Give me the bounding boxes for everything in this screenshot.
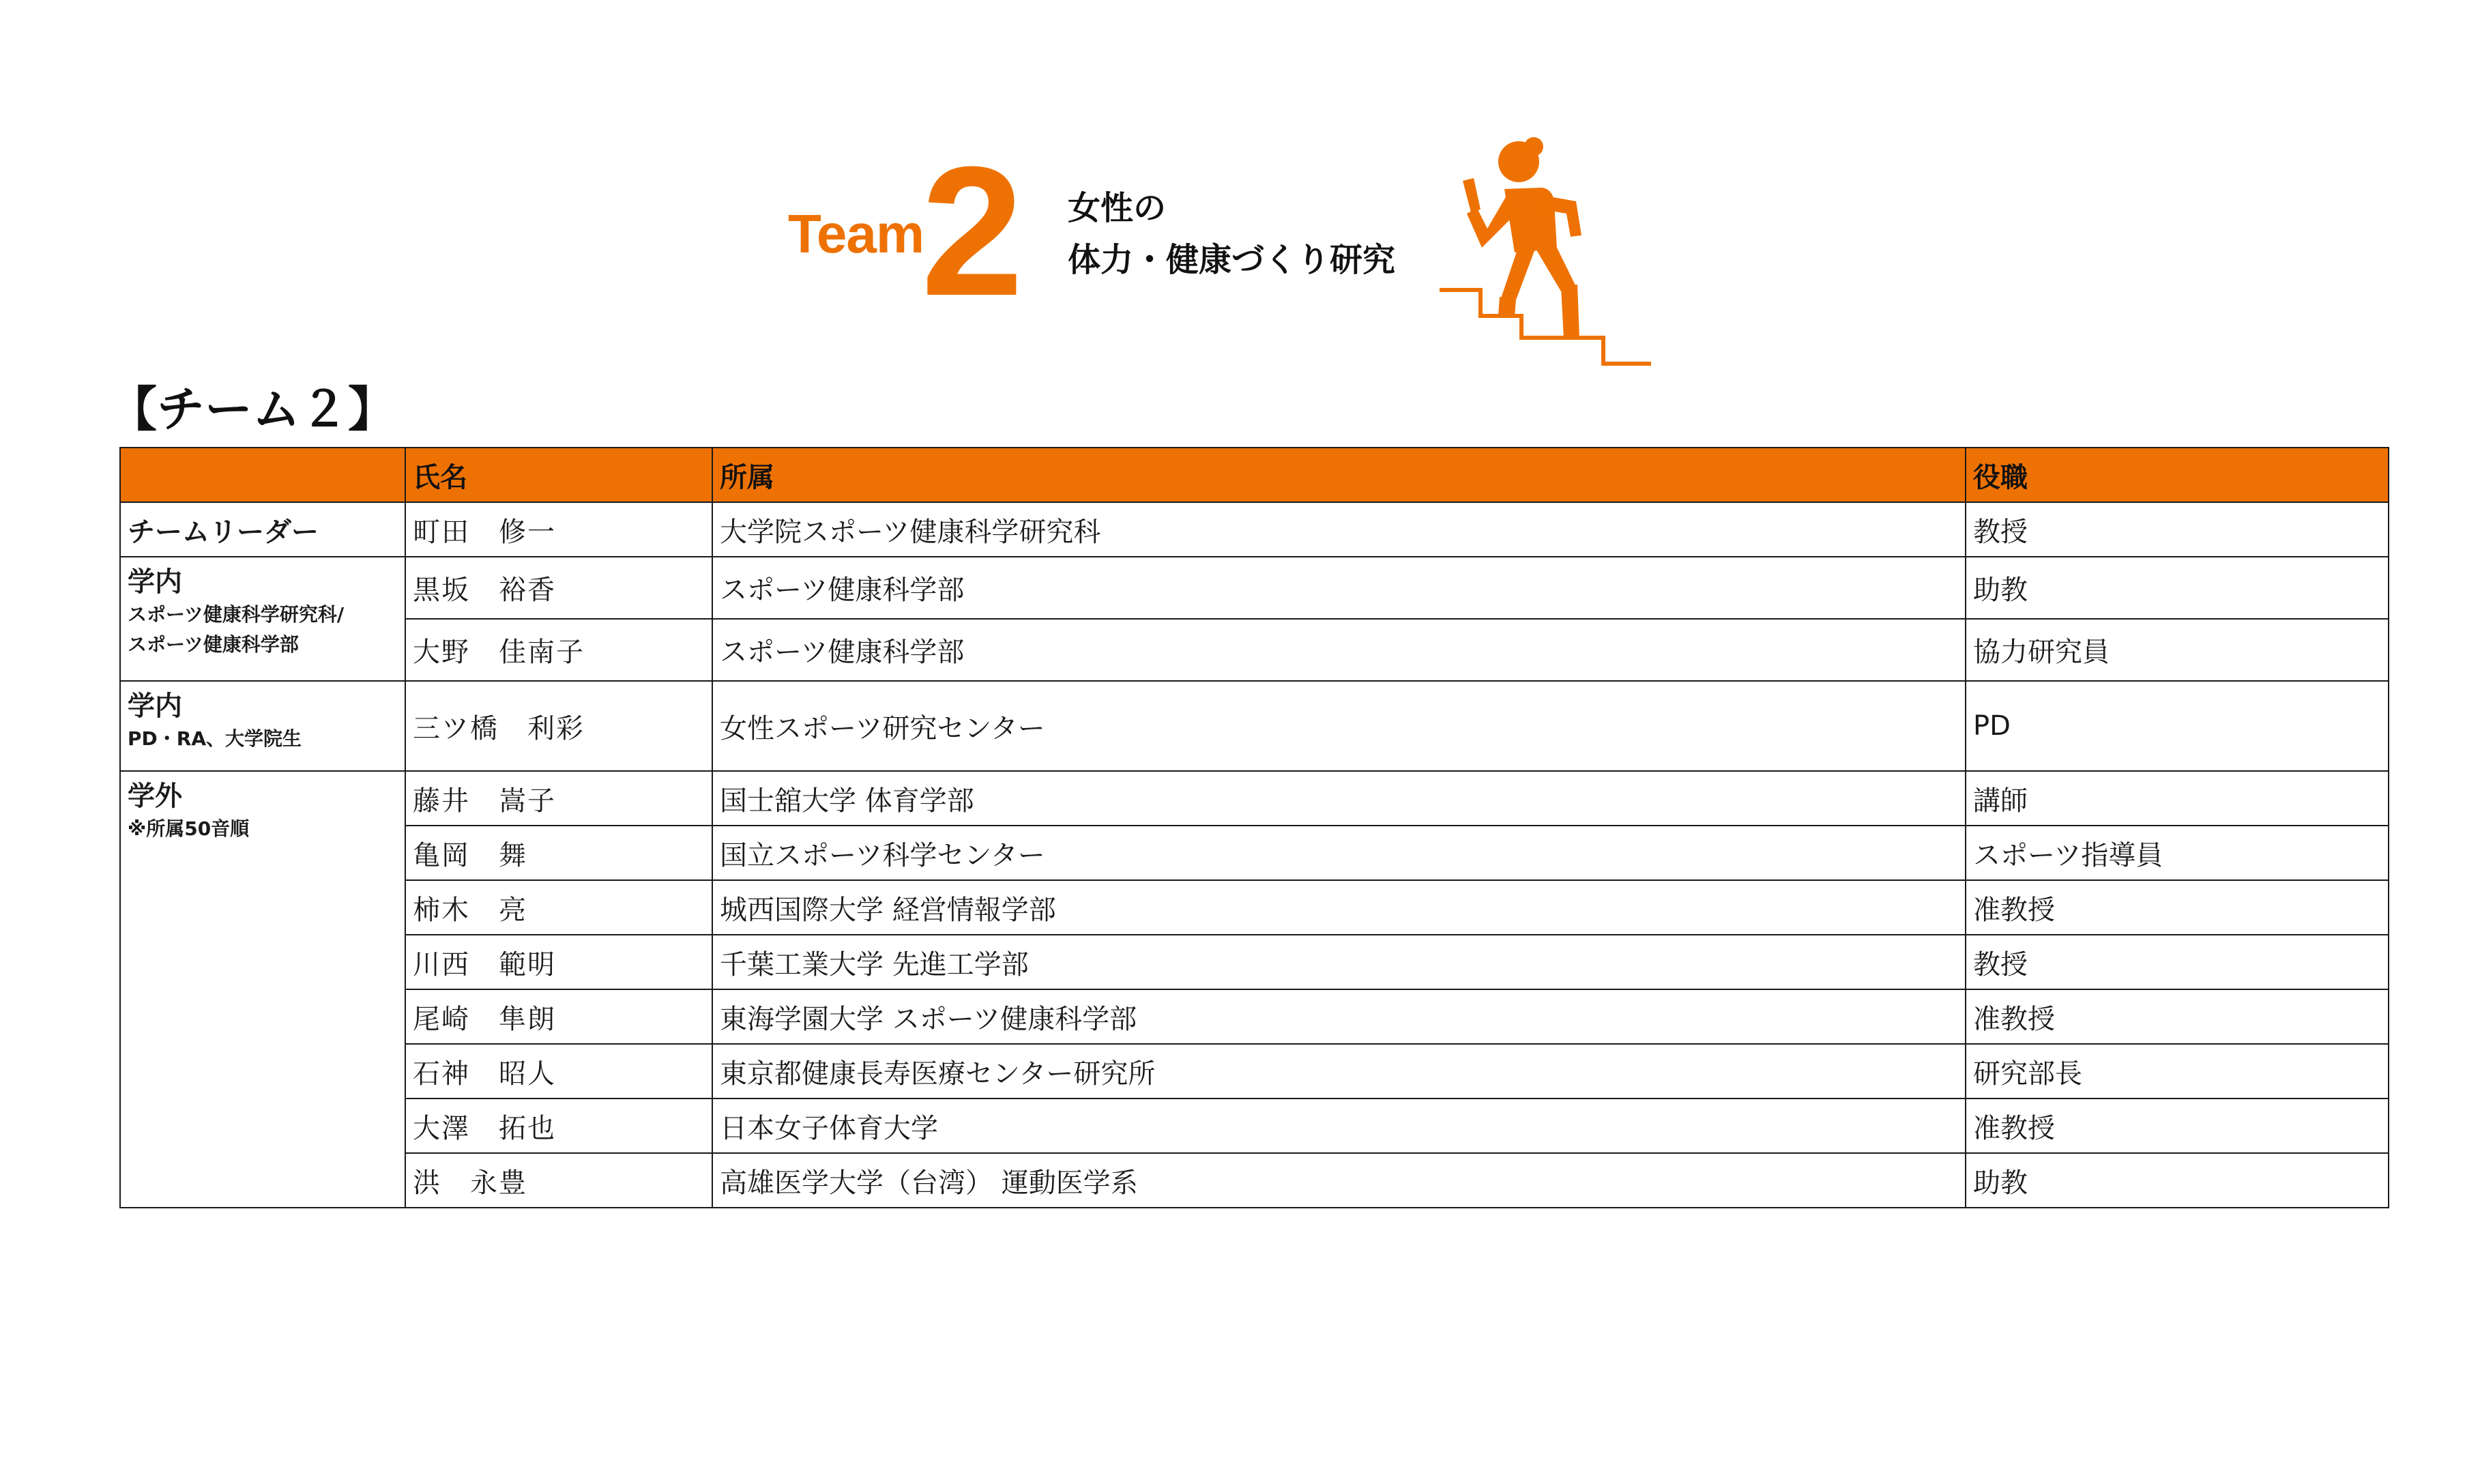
position-cell: 教授 [1966,935,2389,989]
affiliation-cell: スポーツ健康科学部 [712,619,1966,681]
position-cell: 協力研究員 [1966,619,2389,681]
column-header-affiliation: 所属 [712,448,1966,502]
category-cell [120,557,405,681]
team-title-line1: 女性の [1068,189,1167,227]
table-row [120,880,2389,935]
affiliation-cell: 城西国際大学 経営情報学部 [712,880,1966,935]
category-sub: スポーツ健康科学研究科/ [128,603,345,626]
position-cell: 准教授 [1966,989,2389,1044]
position-cell: 講師 [1966,771,2389,826]
affiliation-cell: 女性スポーツ研究センター [712,681,1966,771]
name-cell: 尾崎 隼朗 [405,989,712,1044]
section-title: 【チーム２】 [109,381,396,437]
name-cell: 黒坂 裕香 [405,557,712,619]
name-cell: 三ツ橋 利彩 [405,681,712,771]
table-row [120,989,2389,1044]
name-cell: 石神 昭人 [405,1044,712,1099]
affiliation-cell: 国立スポーツ科学センター [712,826,1966,880]
team-number: 2 [921,129,1021,334]
category-sub: スポーツ健康科学部 [128,633,299,656]
table-row [120,681,2389,771]
table-row [120,826,2389,880]
category-main: 学内 [128,690,182,722]
affiliation-cell: 東京都健康長寿医療センター研究所 [712,1044,1966,1099]
position-cell: 助教 [1966,1153,2389,1208]
name-cell: 大澤 拓也 [405,1099,712,1153]
table-row [120,935,2389,989]
column-header-name: 氏名 [405,448,712,502]
affiliation-cell: 国士舘大学 体育学部 [712,771,1966,826]
team-members-table [119,447,2389,1208]
category-cell [120,681,405,771]
affiliation-cell: 高雄医学大学（台湾） 運動医学系 [712,1153,1966,1208]
table-row [120,619,2389,681]
column-header-category [120,448,405,502]
team-title-line2: 体力・健康づくり研究 [1068,241,1396,279]
affiliation-cell: スポーツ健康科学部 [712,557,1966,619]
table-row [120,771,2389,826]
category-main: 学外 [128,781,182,812]
table-header-row [120,448,2389,502]
team-header [785,129,1672,379]
affiliation-cell: 日本女子体育大学 [712,1099,1966,1153]
category-cell: チームリーダー [120,502,405,557]
position-cell: 准教授 [1966,880,2389,935]
person-climbing-stairs-icon [1440,133,1672,379]
position-cell: スポーツ指導員 [1966,826,2389,880]
table-row [120,1044,2389,1099]
column-header-position: 役職 [1966,448,2389,502]
position-cell: 研究部長 [1966,1044,2389,1099]
position-cell: 准教授 [1966,1099,2389,1153]
category-main: 学内 [128,566,182,598]
affiliation-cell: 東海学園大学 スポーツ健康科学部 [712,989,1966,1044]
name-cell: 川西 範明 [405,935,712,989]
name-cell: 町田 修一 [405,502,712,557]
name-cell: 藤井 嵩子 [405,771,712,826]
position-cell: PD [1966,681,2389,771]
team-word: Team [788,203,924,264]
table-row [120,502,2389,557]
team-title [1068,182,1395,286]
name-cell: 亀岡 舞 [405,826,712,880]
affiliation-cell: 千葉工業大学 先進工学部 [712,935,1966,989]
category-sub: PD・RA、大学院生 [128,727,302,750]
category-sub: ※所属50音順 [128,817,250,840]
position-cell: 教授 [1966,502,2389,557]
name-cell: 柿木 亮 [405,880,712,935]
name-cell: 大野 佳南子 [405,619,712,681]
table-row [120,1153,2389,1208]
category-cell [120,771,405,1208]
table-row [120,1099,2389,1153]
table-row [120,557,2389,619]
name-cell: 洪 永豊 [405,1153,712,1208]
position-cell: 助教 [1966,557,2389,619]
affiliation-cell: 大学院スポーツ健康科学研究科 [712,502,1966,557]
